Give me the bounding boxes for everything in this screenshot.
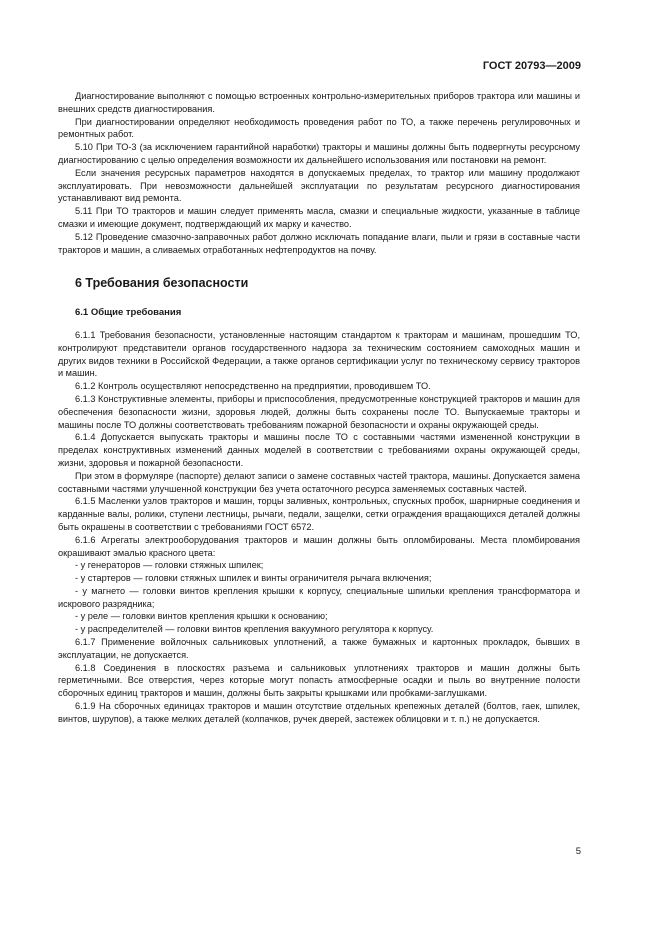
list-item: - у реле — головки винтов крепления крышки к основанию; xyxy=(75,611,328,622)
subsection-title: 6.1 Общие требования xyxy=(75,307,182,319)
paragraph-6-1-5: 6.1.5 Масленки узлов тракторов и машин, торцы заливных, контрольных, спускных пробок, шарнирные соединения и карданные валы, ролики, ступени лестницы, рычаги, педали, защелки, сетки ограждения вращающихся деталей должны быть окрашены в соответствии с требованиями ГОСТ 6572. xyxy=(58,496,580,532)
paragraph-6-1-3: 6.1.3 Конструктивные элементы, приборы и приспособления, предусмотренные конструкцией тракторов и машин для обеспечения безопасности жизни, здоровья людей, должны быть сохранены после ТО. Выпускаемые тракторы и машины после ТО должны соответствовать требованиям пожарной безопасности и охраны окружающей среды. xyxy=(58,393,580,430)
paragraph-6-1-4: 6.1.4 Допускается выпускать тракторы и машины после ТО с составными частями измененной конструкции в пределах конструктивных изменений данных моделей в соответствии с требованиями охраны окружающей среды, жизни, здоровья и пожарной безопасности. xyxy=(58,432,580,468)
paragraph-6-1-6: 6.1.6 Агрегаты электрооборудования тракторов и машин должны быть опломбированы. Места пломбирования окрашивают эмалью красного цвета: xyxy=(58,534,580,558)
list-item: - у распределителей — головки винтов крепления вакуумного регулятора к корпусу. xyxy=(75,624,434,635)
paragraph-6-1-1: 6.1.1 Требования безопасности, установленные настоящим стандартом к тракторам и машинам, прошедшим ТО, контролируют представители органов государственного надзора за техническим состоянием самоходных машин и других видов техники в Российской Федерации, а также органов сертификации услуг по техническому сервису тракторов и машин. xyxy=(58,329,580,379)
paragraph-5-12: 5.12 Проведение смазочно-заправочных работ должно исключать попадание влаги, пыли и грязи в составные части тракторов и машин, а сливаемых отработанных нефтепродуктов на почву. xyxy=(58,231,580,255)
page-number: 5 xyxy=(575,846,581,857)
section-title: 6 Требования безопасности xyxy=(75,276,249,291)
paragraph: Если значения ресурсных параметров находятся в допускаемых пределах, то трактор или машину продолжают эксплуатировать. При невозможности дальнейшей эксплуатации по результатам ресурсного диагностирования устанавливают вид ремонта. xyxy=(58,167,580,204)
paragraph-5-11: 5.11 При ТО тракторов и машин следует применять масла, смазки и специальные жидкости, указанные в таблице смазки и имеющие документ, подтверждающий их марку и качество. xyxy=(58,206,580,229)
paragraph-6-1-9: 6.1.9 На сборочных единицах тракторов и машин отсутствие отдельных крепежных деталей (болтов, гаек, шпилек, винтов, шурупов), а также мелких деталей (колпачков, ручек дверей, застежек облицовки и т. п.) не допускается. xyxy=(58,701,580,724)
paragraph-6-1-2: 6.1.2 Контроль осуществляют непосредственно на предприятии, проводившем ТО. xyxy=(75,381,431,392)
paragraph-6-1-7: 6.1.7 Применение войлочных сальниковых уплотнений, а также бумажных и картонных прокладок, бывших в эксплуатации, не допускается. xyxy=(58,637,580,660)
paragraph: Диагностирование выполняют с помощью встроенных контрольно-измерительных приборов трактора или машины и внешних средств диагностирования. xyxy=(58,91,580,114)
list-item: - у генераторов — головки стяжных шпилек; xyxy=(75,560,264,571)
paragraph: При этом в формуляре (паспорте) делают записи о замене составных частей трактора, машины. Допускается замена составными частями улучшенной конструкции без учета остаточного ресурса заменяемых составных частей. xyxy=(58,470,580,494)
list-item: - у стартеров — головки стяжных шпилек и винты ограничителя рычага включения; xyxy=(75,573,432,584)
paragraph-5-10: 5.10 При ТО-3 (за исключением гарантийной наработки) тракторы и машины должны быть подвергнуты ресурсному диагностированию с целью определения возможности их дальнейшего использования или постановки на ремонт. xyxy=(58,142,580,165)
paragraph-6-1-8: 6.1.8 Соединения в плоскостях разъема и сальниковых уплотнениях тракторов и машин должны быть герметичными. Все отверстия, через которые могут попасть атмосферные осадки и пыль во внутренние полости сборочных единиц тракторов и машин, должны быть закрыты крышками или пробками-заглушками. xyxy=(58,662,580,699)
list-item: - у магнето — головки винтов крепления крышки к корпусу, специальные шпильки крепления трансформатора и искрового разрядника; xyxy=(58,585,580,609)
paragraph: При диагностировании определяют необходимость проведения работ по ТО, а также перечень регулировочных и ремонтных работ. xyxy=(58,116,580,140)
page-body xyxy=(58,90,580,726)
document-id: ГОСТ 20793—2009 xyxy=(482,60,581,72)
